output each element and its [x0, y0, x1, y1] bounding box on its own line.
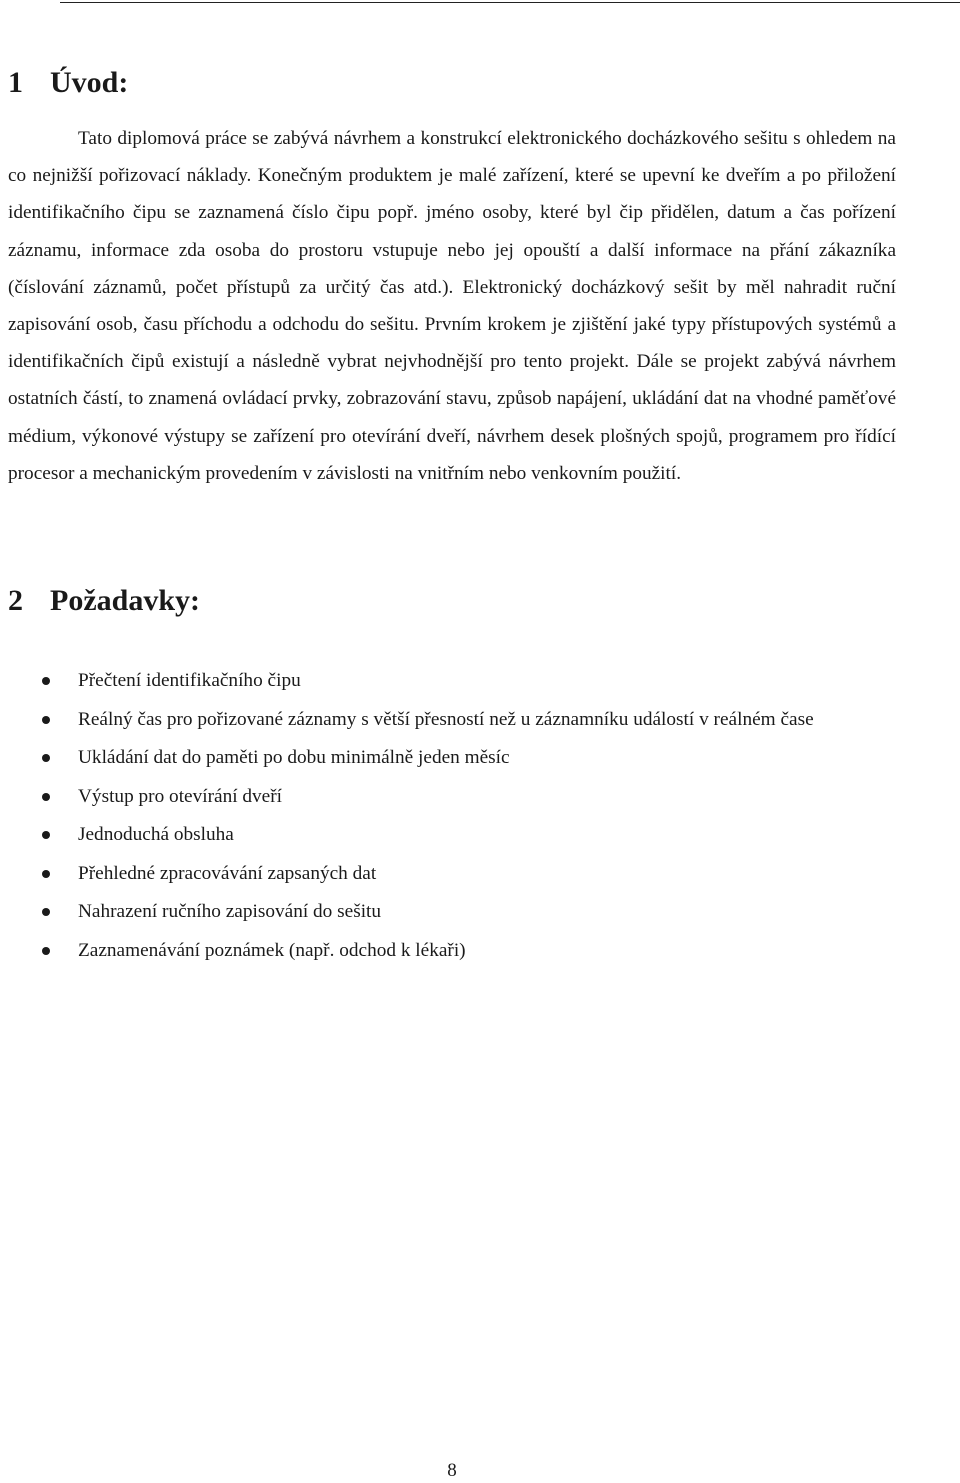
list-item [0, 855, 878, 894]
list-item-text: Výstup pro otevírání dveří [78, 785, 283, 807]
bullet-icon [42, 754, 50, 762]
section-heading-intro [8, 66, 128, 100]
section-title: Požadavky: [50, 584, 200, 617]
section-number: 2 [8, 584, 23, 617]
section-title: Úvod: [50, 66, 129, 99]
section-number: 1 [8, 66, 23, 99]
section-heading-requirements [8, 584, 200, 618]
requirements-list [0, 662, 920, 970]
bullet-icon [42, 831, 50, 839]
bullet-icon [42, 716, 50, 724]
list-item [0, 778, 878, 817]
list-item [0, 893, 878, 932]
list-item [0, 739, 878, 778]
bullet-icon [42, 947, 50, 955]
list-item [0, 701, 878, 740]
list-item-text: Jednoduchá obsluha [78, 824, 234, 845]
bullet-icon [42, 793, 50, 801]
list-item-text: Nahrazení ručního zapisování do sešitu [78, 901, 382, 922]
intro-paragraph: Tato diplomová práce se zabývá návrhem a konstrukcí elektronického docházkového sešitu s ohledem na co nejnižší pořizovací náklady. Konečným produktem je malé zařízení, které se upevní ke dveřím a po přiložení identifikačního čipu se zaznamená číslo čipu popř. jméno osoby, které byl čip přidělen, datum a čas pořízení záznamu, informace zda osoba do prostoru vstupuje nebo jej opouští a další informace na přání zákazníka (číslování záznamů, počet přístupů za určitý čas atd.). Elektronický docházkový sešit by měl nahradit ruční zapisování osob, času příchodu a odchodu do sešitu. Prvním krokem je zjištění jaké typy přístupových systémů a identifikačních čipů existují a následně vybrat nejvhodnější pro tento projekt. Dále se projekt zabývá návrhem ostatních částí, to znamená ovládací prvky, zobrazování stavu, způsob napájení, ukládání dat na vhodné paměťové médium, výkonové výstupy se zařízení pro otevírání dveří, návrhem desek plošných spojů, programem pro řídící procesor a mechanickým provedením v závislosti na vnitřním nebo venkovním použití. [8, 128, 896, 484]
page-number: 8 [447, 1460, 457, 1481]
header-rule [60, 2, 960, 3]
list-item [0, 816, 878, 855]
list-item-text: Přečtení identifikačního čipu [78, 670, 301, 691]
bullet-icon [42, 677, 50, 685]
list-item-text: Zaznamenávání poznámek (např. odchod k lékaři) [78, 939, 466, 961]
list-item [0, 662, 878, 701]
list-item-text: Reálný čas pro pořizované záznamy s větší přesností než u záznamníku událostí v reálném čase [78, 708, 814, 730]
list-item [0, 932, 878, 971]
list-item-text: Přehledné zpracovávání zapsaných dat [78, 862, 377, 884]
bullet-icon [42, 908, 50, 916]
list-item-text: Ukládání dat do paměti po dobu minimálně jeden měsíc [78, 747, 510, 768]
bullet-icon [42, 870, 50, 878]
